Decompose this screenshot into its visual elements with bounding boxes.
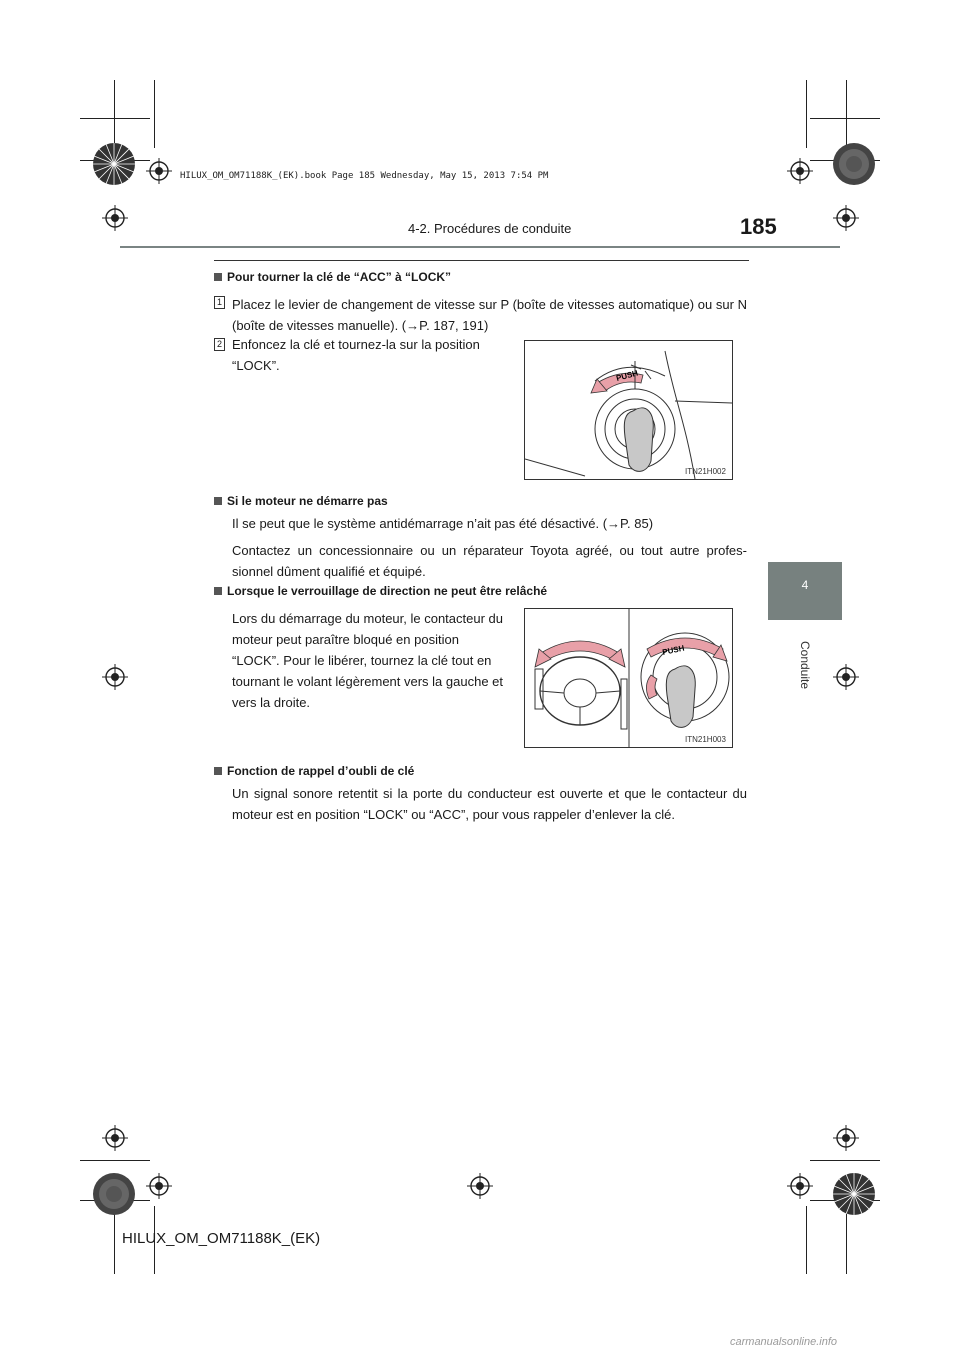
engine-not-start-paragraph-1: Il se peut que le système antidémarrage n’ait pas été désactivé. (→P. 85): [232, 516, 654, 531]
step-number-box: 2: [214, 338, 225, 351]
crop-mark: [806, 1206, 807, 1274]
chapter-tab-label: Conduite: [798, 640, 812, 690]
ignition-illustration: [525, 341, 732, 479]
push-label: PUSH: [661, 643, 686, 657]
crop-mark: [846, 1206, 847, 1274]
step-1-text: Placez le levier de changement de vitesse sur P (boîte de vitesses automatique) ou sur N (boîte de vitesses manuelle). (→P. 187, 191): [232, 297, 747, 333]
header-rule: [120, 246, 840, 248]
section-heading-acc-lock: [214, 270, 451, 284]
content-rule: [214, 260, 749, 261]
steering-lock-line: Lors du démarrage du moteur, le contacteur du: [232, 611, 503, 626]
heading-text: Pour tourner la clé de “ACC” à “LOCK”: [227, 270, 452, 284]
crop-mark: [810, 118, 880, 119]
registration-mark-icon: [102, 664, 128, 690]
color-rosette-icon: [92, 142, 136, 186]
step-2-line: “LOCK”.: [232, 358, 280, 373]
heading-text: Lorsque le verrouillage de direction ne peut être relâché: [227, 584, 548, 598]
crop-mark: [806, 80, 807, 148]
push-label: PUSH: [615, 368, 639, 383]
steering-lock-line: “LOCK”. Pour le libérer, tournez la clé tout en: [232, 653, 492, 668]
heading-text: Si le moteur ne démarre pas: [227, 494, 388, 508]
registration-mark-icon: [146, 158, 172, 184]
registration-mark-icon: [833, 1125, 859, 1151]
chapter-tab-label-container: [768, 620, 842, 720]
engine-not-start-paragraph-2: Contactez un concessionnaire ou un réparateur Toyota agréé, ou tout autre profes-sionnel dûment qualifié et équipé.: [232, 543, 747, 579]
section-title: 4-2. Procédures de conduite: [408, 221, 572, 236]
steering-lock-line: vers la droite.: [232, 695, 311, 710]
section-heading-steering-lock: [214, 584, 547, 598]
figure-ignition-key: [524, 340, 733, 480]
figure-steering-lock: [524, 608, 733, 748]
page-number: 185: [740, 214, 777, 239]
key-reminder-paragraph: Un signal sonore retentit si la porte du conducteur est ouverte et que le contacteur du moteur est en position “LOCK” ou “ACC”, pour vous rappeler d’enlever la clé.: [232, 786, 747, 822]
crop-mark: [80, 1160, 150, 1161]
footer-model-code: HILUX_OM_OM71188K_(EK): [122, 1230, 321, 1247]
square-bullet-icon: [214, 767, 222, 775]
chapter-tab-number: 4: [801, 578, 809, 592]
registration-mark-icon: [102, 1125, 128, 1151]
crop-mark: [810, 1160, 880, 1161]
crop-mark: [154, 80, 155, 148]
section-heading-engine-not-start: [214, 494, 388, 508]
crop-mark: [114, 80, 115, 148]
square-bullet-icon: [214, 497, 222, 505]
figure-code: ITN21H003: [685, 735, 726, 744]
color-rosette-icon: [92, 1172, 136, 1216]
color-rosette-icon: [832, 142, 876, 186]
color-rosette-icon: [832, 1172, 876, 1216]
step-number-box: 1: [214, 296, 225, 309]
steering-lock-line: tournant le volant légèrement vers la gauche et: [232, 674, 504, 689]
figure-code: ITN21H002: [685, 467, 726, 476]
step-2-line: Enfoncez la clé et tournez-la sur la position: [232, 337, 480, 352]
step-2-text: [232, 334, 512, 376]
heading-text: Fonction de rappel d’oubli de clé: [227, 764, 415, 778]
registration-mark-icon: [787, 158, 813, 184]
steering-lock-paragraph: [232, 608, 512, 713]
crop-mark: [80, 118, 150, 119]
crop-mark: [114, 1206, 115, 1274]
registration-mark-icon: [146, 1173, 172, 1199]
steering-lock-line: moteur peut paraître bloqué en position: [232, 632, 459, 647]
registration-mark-icon: [102, 205, 128, 231]
book-file-header: HILUX_OM_OM71188K_(EK).book Page 185 Wednesday, May 15, 2013 7:54 PM: [180, 171, 549, 181]
crop-mark: [846, 80, 847, 148]
square-bullet-icon: [214, 273, 222, 281]
section-heading-key-reminder: [214, 764, 414, 778]
registration-mark-icon: [787, 1173, 813, 1199]
steering-lock-illustration: [525, 609, 732, 747]
registration-mark-icon: [833, 205, 859, 231]
square-bullet-icon: [214, 587, 222, 595]
watermark: carmanualsonline.info: [730, 1336, 838, 1348]
registration-mark-icon: [467, 1173, 493, 1199]
